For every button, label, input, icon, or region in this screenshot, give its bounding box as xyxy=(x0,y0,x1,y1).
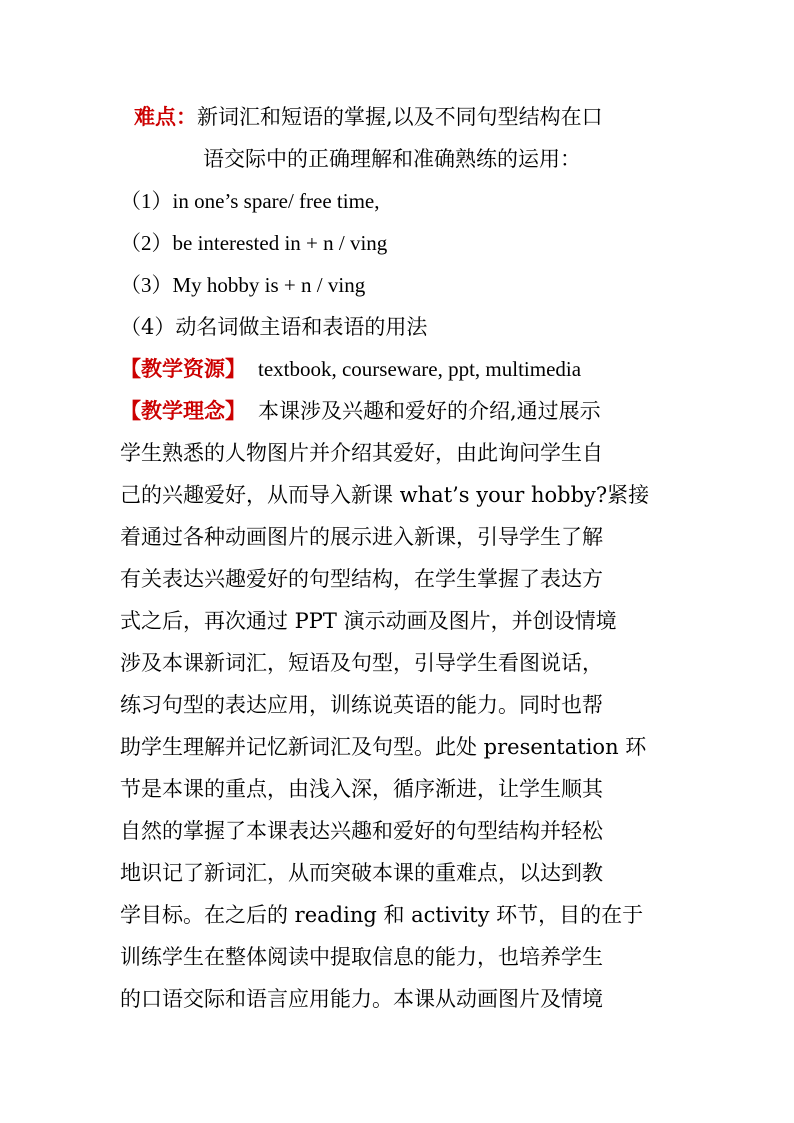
resources-label: 【教学资源】 xyxy=(120,356,246,381)
philosophy-line-9: 助学生理解并记忆新词汇及句型。此处 presentation 环 xyxy=(120,735,647,759)
philosophy-line-8: 练习句型的表达应用，训练说英语的能力。同时也帮 xyxy=(120,693,603,717)
philosophy-line-12: 地识记了新词汇，从而突破本课的重难点，以达到教 xyxy=(120,861,603,885)
philosophy-line-13: 学目标。在之后的 reading 和 activity 环节，目的在于 xyxy=(120,903,644,927)
philosophy-line-10: 节是本课的重点，由浅入深，循序渐进，让学生顺其 xyxy=(120,777,603,801)
difficult-item-1: （1）in one’s spare/ free time, xyxy=(120,189,380,213)
philosophy-label: 【教学理念】 xyxy=(120,398,246,423)
difficult-item-4: （4）动名词做主语和表语的用法 xyxy=(120,315,428,339)
philosophy-line-7: 涉及本课新词汇，短语及句型，引导学生看图说话， xyxy=(120,651,603,675)
resources-line xyxy=(120,348,680,390)
philosophy-line-6: 式之后，再次通过 PPT 演示动画及图片，并创设情境 xyxy=(120,609,617,633)
difficult-item-2: （2）be interested in + n / ving xyxy=(120,231,388,255)
philosophy-line-1 xyxy=(120,390,680,432)
difficult-item-3: （3）My hobby is + n / ving xyxy=(120,273,366,297)
difficult-heading-line xyxy=(134,96,694,138)
philosophy-line-5: 有关表达兴趣爱好的句型结构，在学生掌握了表达方 xyxy=(120,567,603,591)
difficult-text-line2: 语交际中的正确理解和准确熟练的运用： xyxy=(203,147,581,171)
philosophy-line-11: 自然的掌握了本课表达兴趣和爱好的句型结构并轻松 xyxy=(120,819,603,843)
philosophy-line-3: 己的兴趣爱好，从而导入新课 what’s your hobby?紧接 xyxy=(120,483,650,507)
philosophy-line-4: 着通过各种动画图片的展示进入新课，引导学生了解 xyxy=(120,525,603,549)
philosophy-line-14: 训练学生在整体阅读中提取信息的能力，也培养学生 xyxy=(120,945,603,969)
philosophy-text-1: 本课涉及兴趣和爱好的介绍,通过展示 xyxy=(258,399,601,423)
difficult-text-line1: 新词汇和短语的掌握,以及不同句型结构在口 xyxy=(197,105,603,129)
philosophy-line-2: 学生熟悉的人物图片并介绍其爱好，由此询问学生自 xyxy=(120,441,603,465)
resources-text: textbook, courseware, ppt, multimedia xyxy=(258,357,582,381)
philosophy-line-15: 的口语交际和语言应用能力。本课从动画图片及情境 xyxy=(120,987,603,1011)
difficult-label: 难点： xyxy=(134,104,197,129)
